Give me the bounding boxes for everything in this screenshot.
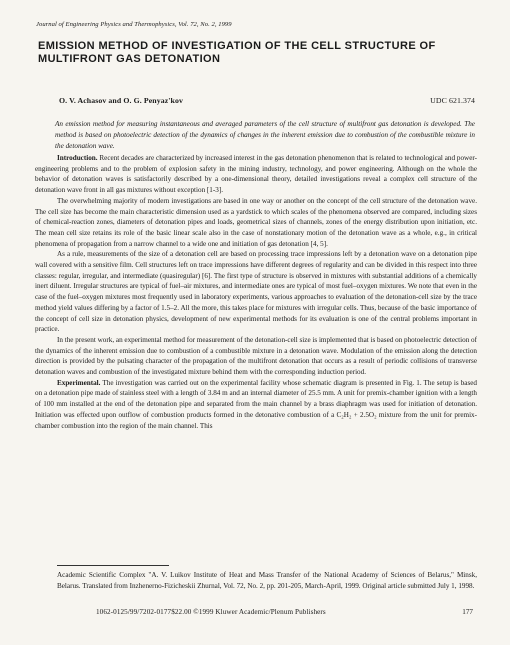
paragraph-text: As a rule, measurements of the size of a detonation cell are based on processing trace impressions left by a detonation wave on a detonation pipe wall covered with a sensitive film. Cell structures left on trace impressions have different degrees of regularity and can be divided in this respect into three classes: regular, irregular, and intermediate (quasiregular) [6]. The first type of structure is observed in mixtures with substantial additions of a chemically inert diluent. Irregular structures are typical of fuel–air mixtures, and intermediate ones are typical of most fuel–oxygen mixtures. We note that even in the case of the fuel–oxygen mixtures most frequently used in laboratory experiments, various approaches to evaluation of the detonation-cell size by the trace method yield values differing by a factor of 1.5–2. All the more, this takes place for mixtures with irregular cells. Thus, because of the basic importance of the concept of cell size in detonation physics, development of new experimental methods for its evaluation is one of the central problems important in practice.	[35, 250, 477, 334]
footnote-divider	[57, 565, 169, 566]
body-text	[35, 153, 477, 431]
paragraph-text: The overwhelming majority of modern investigations are based in one way or another on the concept of the cell structure of the detonation wave. The cell size has become the main characteristic dimension used as a yardstick to which scales of the phenomena observed are compared, including sizes of chemical-reaction zones, diameters of detonation pipes and loads, geometrical sizes of channels, zones of the energy distribution upon initiation, etc. The mean cell size retains its role of the basic linear scale also in the case of nonstationary motion of the detonation wave as a whole, e.g., in critical phenomena of propagation from a narrow channel to a wide one and initiation of gas detonation [4, 5].	[35, 196, 477, 248]
affiliation-footnote: Academic Scientific Complex "A. V. Luikov Institute of Heat and Mass Transfer of the National Academy of Sciences of Belarus," Minsk, Belarus. Translated from Inzhenerno-Fizicheskii Zhurnal, Vol. 72, No. 2, pp. 201-205, March-April, 1999. Original article submitted July 1, 1998.	[57, 571, 477, 591]
paragraph-text: The investigation was carried out on the experimental facility whose schematic diagram is presented in Fig. 1. The setup is based on a detonation pipe made of stainless steel with a length of 3.84 m and an internal diameter of 25.5 mm. A unit for premix-chamber ignition with a length of 100 mm installed at the end of the detonation pipe and separated from the main channel by a brass diaphragm was used for initiation of detonation. Initiation was effected upon outflow of combustion products formed in the detonative combustion of a C₂H₂ + 2.5O₂ mixture from the unit for premix-chamber combustion into the region of the main channel. This	[35, 378, 477, 430]
authors: O. V. Achasov and O. G. Penyaz'kov	[59, 96, 183, 105]
page-number: 177	[462, 608, 473, 616]
paragraph-text: In the present work, an experimental method for measurement of the detonation-cell size is implemented that is based on photoelectric detection of the dynamics of the inherent emission due to combustion of a combustible mixture in a detonation wave. Modulation of the emission along the detection direction is provided by the pulsating character of the propagation of the multifront detonation that occurs as a result of periodic collisions of transverse detonation waves and combustion of the investigated mixture behind them with the corresponding induction period.	[35, 335, 477, 377]
copyright-line: 1062-0125/99/7202-0177$22.00 ©1999 Kluwer Academic/Plenum Publishers	[96, 608, 326, 616]
journal-header: Journal of Engineering Physics and Thermophysics, Vol. 72, No. 2, 1999	[36, 21, 232, 28]
section-heading-experimental: Experimental.	[57, 378, 101, 387]
abstract: An emission method for measuring instantaneous and averaged parameters of the cell structure of multifront gas detonation is developed. The method is based on photoelectric detection of the dynamics of changes in the inherent emission due to combustion of the combustible mixture in the detonation wave.	[55, 120, 475, 151]
paragraph-experimental	[35, 378, 477, 432]
paragraph	[35, 196, 477, 250]
paragraph-introduction	[35, 153, 477, 196]
paragraph	[35, 335, 477, 378]
section-heading-introduction: Introduction.	[57, 154, 98, 162]
paragraph-text: Recent decades are characterized by increased interest in the gas detonation phenomenon that is related to technological and power-engineering problems and to the problem of explosion safety in the mining industry, technology, and power engineering. Although on the whole the behavior of detonation waves is satisfactorily described by a one-dimensional theory, detailed investigations reveal a complex cell structure of the detonation wave front in all gas mixtures without exception [1-3].	[35, 154, 477, 195]
article-title: EMISSION METHOD OF INVESTIGATION OF THE CELL STRUCTURE OF MULTIFRONT GAS DETONATION	[38, 40, 436, 65]
udc-code: UDC 621.374	[430, 96, 475, 105]
paragraph	[35, 249, 477, 335]
